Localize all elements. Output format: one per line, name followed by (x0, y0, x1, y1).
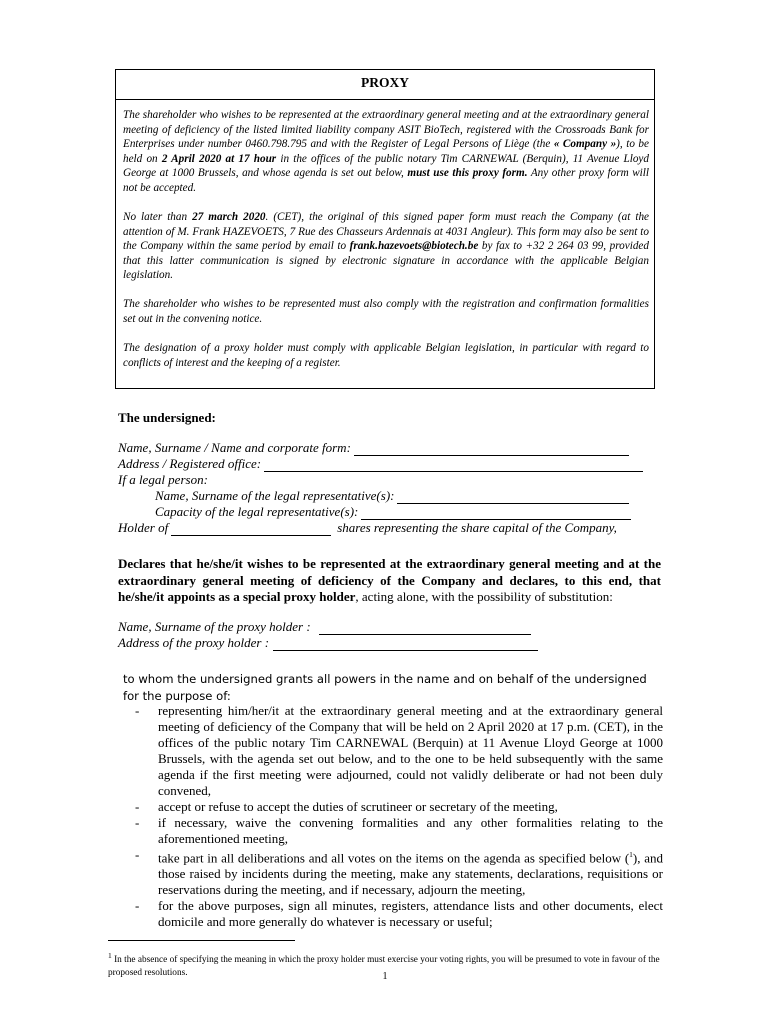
footnote-divider (108, 940, 295, 941)
footnote: $^1$ In the absence of specifying the meaning in which the proxy holder must exercise your voting rights, you will be presumed to vote in favour of the proposed resolutions. (108, 951, 660, 979)
list-item: - take part in all deliberations and all votes on the items on the agenda as specified below ($^1$), and those raised by incidents during the meeting, make any statements, declarations, requisitions or reservations during the meeting, and if necessary, adjourn the meeting, (135, 847, 663, 898)
holder-label: Holder of (118, 520, 169, 535)
footnote-ref[interactable]: 1 (629, 850, 633, 859)
page-number: 1 (382, 971, 388, 982)
proxy-holder-fields (118, 619, 558, 651)
declaration-paragraph: Declares that he/she/it wishes to be represented at the extraordinary general meeting and at the extraordinary general meeting of deficiency of the Company and declares, to this end, that he/she/it appoints as a special proxy holder, acting alone, with the possibility of substitution: (118, 556, 661, 604)
rep-capacity-label: Capacity of the legal representative(s): (155, 504, 359, 519)
proxy-address-label: Address of the proxy holder : (118, 635, 270, 650)
shares-count-field[interactable] (171, 523, 331, 536)
list-item: - representing him/her/it at the extraordinary general meeting and at the extraordinary general meeting of deficiency of the Company that will be held on 2 April 2020 at 17 p.m. (CET), in the offices of the public notary Tim CARNEWAL (Berquin) at 11 Avenue Lloyd George at 1000 Brussels, with the agenda set out below, and to the one to be held subsequently with the same agenda if the first meeting were adjourned, could not validly deliberate or had not been duly convened, (135, 703, 663, 798)
proxy-address-field[interactable] (273, 638, 538, 651)
list-item: - accept or refuse to accept the duties of scrutineer or secretary of the meeting, (135, 799, 558, 814)
rep-name-label: Name, Surname of the legal representative(s): (155, 488, 395, 503)
address-label: Address / Registered office: (118, 456, 262, 471)
list-item: - if necessary, waive the convening formalities and any other formalities relating to the aforementioned meeting, (135, 815, 663, 846)
powers-intro: to whom the undersigned grants all powers in the name and on behalf of the undersigned for the purpose of: (123, 672, 647, 703)
notice-paragraph-4: The designation of a proxy holder must comply with applicable Belgian legislation, in particular with regard to conflicts of interest and the keeping of a register. (123, 342, 649, 369)
list-item: - for the above purposes, sign all minutes, registers, attendance lists and other documents, elect domicile and more generally do whatever is necessary or useful; (135, 898, 663, 930)
powers-list (118, 703, 663, 930)
proxy-title: PROXY (361, 75, 409, 90)
proxy-name-label: Name, Surname of the proxy holder : (118, 619, 311, 634)
name-label: Name, Surname / Name and corporate form: (118, 440, 351, 455)
proxy-name-field[interactable] (319, 622, 531, 635)
name-field[interactable] (354, 443, 629, 456)
holder-suffix: shares representing the share capital of the Company, (337, 520, 617, 535)
undersigned-fields (118, 440, 663, 536)
legal-person-label: If a legal person: (118, 472, 208, 487)
undersigned-heading: The undersigned: (118, 410, 216, 425)
rep-name-field[interactable] (397, 491, 629, 504)
address-field[interactable] (264, 459, 643, 472)
rep-capacity-field[interactable] (361, 507, 631, 520)
title-divider (115, 99, 655, 100)
notice-paragraph-3: The shareholder who wishes to be represented must also comply with the registration and confirmation formalities set out in the convening notice. (123, 298, 649, 325)
notice-paragraph-1: The shareholder who wishes to be represented at the extraordinary general meeting and at the extraordinary general meeting of deficiency of the listed limited liability company ASIT BioTech, registered with the Crossroads Bank for Enterprises under number 0460.798.795 and with the Register of Legal Persons of Liège (the « Company »), to be held on 2 April 2020 at 17 hour in the offices of the public notary Tim CARNEWAL (Berquin), 11 Avenue Lloyd George at 1000 Brussels, and whose agenda is set out below, must use this proxy form. Any other proxy form will not be accepted. (123, 109, 649, 194)
notice-paragraph-2: No later than 27 march 2020. (CET), the original of this signed paper form must reach the Company (at the attention of M. Frank HAZEVOETS, 7 Rue des Chasseurs Ardennais at 4031 Angleur). This form may also be sent to the Company within the same period by email to frank.hazevoets@biotech.be by fax to +32 2 264 03 99, provided that this latter communication is signed by electronic signature in accordance with the applicable Belgian legislation. (123, 211, 650, 282)
